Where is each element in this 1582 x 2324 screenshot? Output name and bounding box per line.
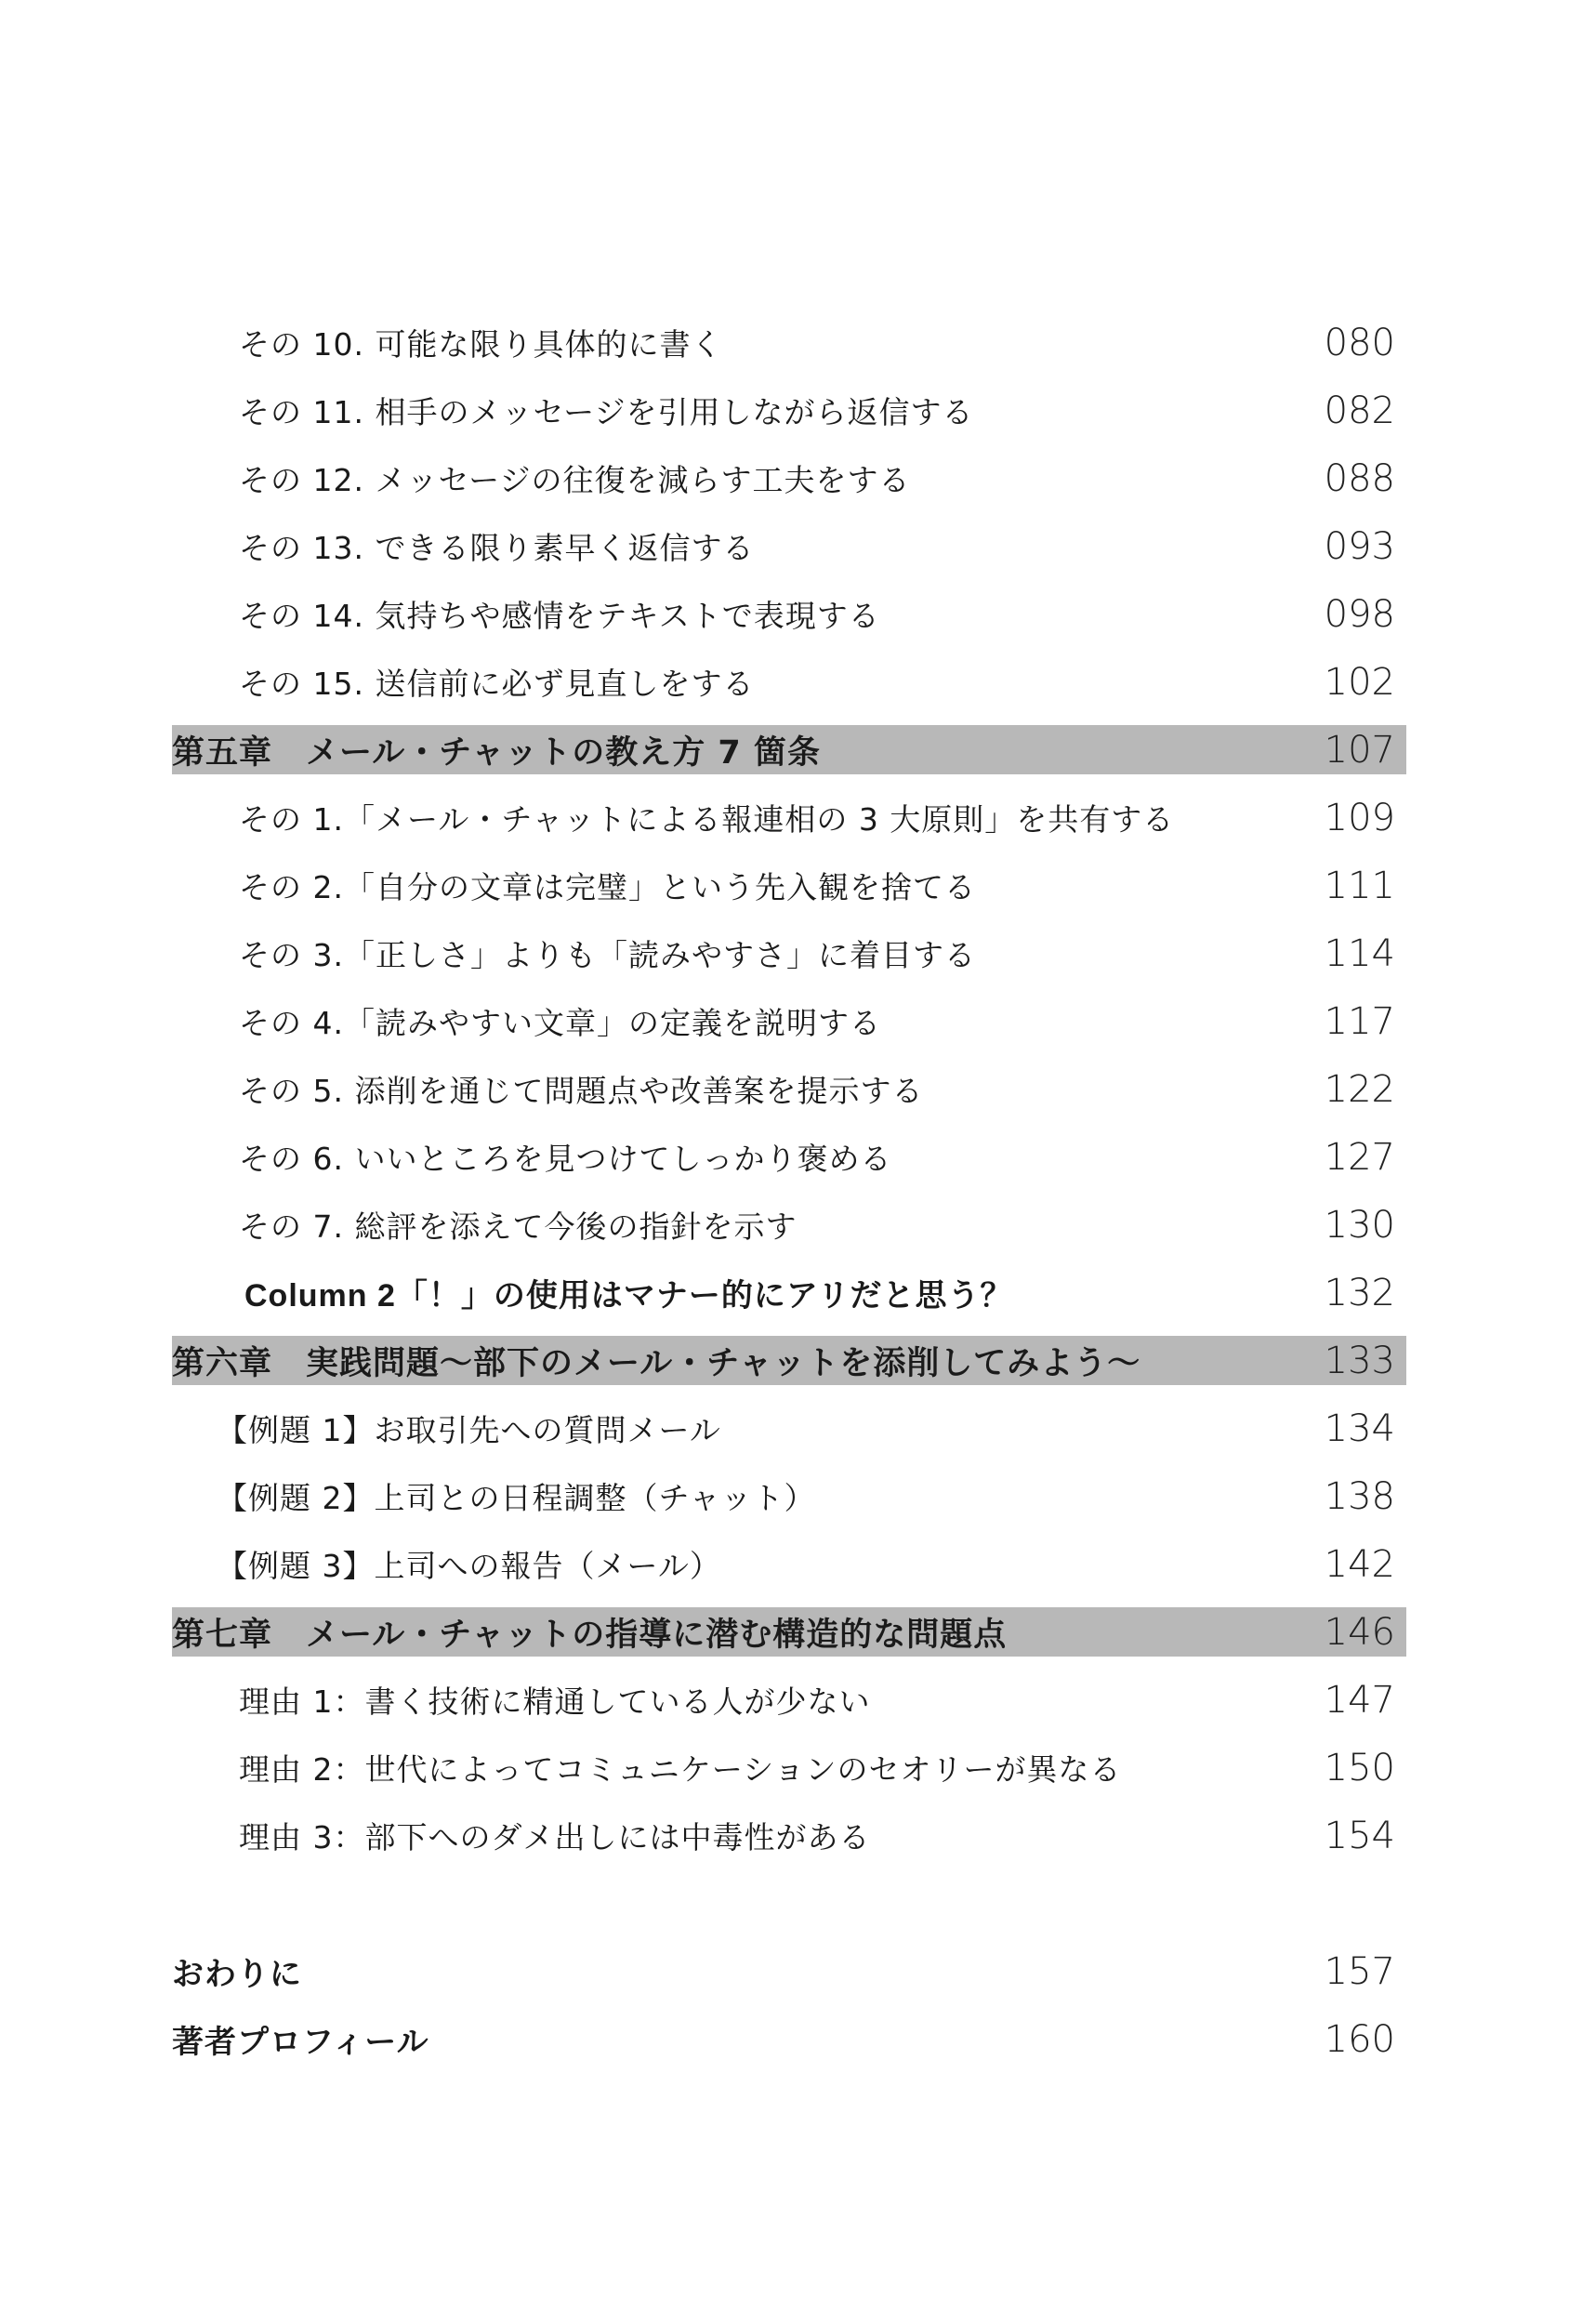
toc-profile-entry[interactable] — [172, 2005, 1406, 2073]
toc-entry-title: その 11. 相手のメッセージを引用しながら返信する — [239, 394, 974, 430]
chapter-title: 第五章 メール・チャットの教え方 7 箇条 — [172, 733, 821, 772]
toc-entry-title: 理由 2：世代によってコミュニケーションのセオリーが異なる — [239, 1751, 1122, 1788]
toc-entry[interactable] — [172, 987, 1406, 1055]
chapter-page: 107 — [1324, 728, 1395, 772]
section-spacer — [172, 1869, 1406, 1937]
toc-entry-title: その 12. メッセージの往復を減らす工夫をする — [239, 462, 911, 498]
toc-entry-page: 117 — [1324, 999, 1395, 1043]
toc-entry[interactable] — [172, 1802, 1406, 1869]
toc-entry-title: 【例題 2】上司との日程調整（チャット） — [217, 1480, 816, 1516]
toc-entry[interactable] — [172, 1666, 1406, 1734]
toc-entry-page: 150 — [1324, 1746, 1395, 1789]
toc-entry[interactable] — [172, 444, 1406, 512]
toc-entry[interactable] — [172, 1191, 1406, 1259]
toc-entry-title: その 13. できる限り素早く返信する — [239, 530, 755, 566]
chapter-page: 133 — [1324, 1339, 1395, 1382]
toc-entry-page: 142 — [1324, 1542, 1395, 1586]
toc-entry[interactable] — [172, 1462, 1406, 1530]
chapter-title: 第六章 実践問題〜部下のメール・チャットを添削してみよう〜 — [172, 1344, 1141, 1382]
toc-entry-page: 082 — [1324, 389, 1395, 432]
toc-entry[interactable] — [172, 919, 1406, 987]
table-of-contents — [172, 309, 1406, 2073]
toc-entry-title: その 2.「自分の文章は完璧」という先入観を捨てる — [239, 869, 976, 905]
toc-entry-page: 122 — [1324, 1067, 1395, 1111]
toc-entry-title: 【例題 1】お取引先への質問メール — [217, 1412, 721, 1448]
toc-entry-page: 134 — [1324, 1406, 1395, 1450]
toc-entry[interactable] — [172, 1055, 1406, 1123]
toc-entry-page: 098 — [1324, 592, 1395, 636]
toc-entry[interactable] — [172, 1530, 1406, 1598]
toc-entry[interactable] — [172, 648, 1406, 716]
toc-closing-page: 157 — [1324, 1949, 1395, 1993]
toc-entry[interactable] — [172, 784, 1406, 852]
toc-entry-page: 138 — [1324, 1474, 1395, 1518]
toc-closing-entry[interactable] — [172, 1937, 1406, 2005]
toc-entry-title: その 6. いいところを見つけてしっかり褒める — [239, 1141, 892, 1177]
chapter-page: 146 — [1324, 1610, 1395, 1654]
toc-entry-page: 093 — [1324, 524, 1395, 568]
toc-profile-title: 著者プロフィール — [172, 2024, 429, 2061]
toc-entry[interactable] — [172, 512, 1406, 580]
toc-entry-page: 088 — [1324, 456, 1395, 500]
toc-entry-title: その 3.「正しさ」よりも「読みやすさ」に着目する — [239, 937, 976, 973]
toc-entry-page: 130 — [1324, 1203, 1395, 1247]
toc-entry-page: 127 — [1324, 1135, 1395, 1179]
toc-entry[interactable] — [172, 852, 1406, 919]
toc-entry-page: 154 — [1324, 1814, 1395, 1857]
toc-entry[interactable] — [172, 376, 1406, 444]
toc-entry-title: その 4.「読みやすい文章」の定義を説明する — [239, 1005, 881, 1041]
toc-column-page: 132 — [1324, 1271, 1395, 1314]
toc-column-entry[interactable] — [172, 1259, 1406, 1327]
toc-entry-page: 080 — [1324, 321, 1395, 364]
chapter-heading-7[interactable] — [172, 1607, 1406, 1657]
toc-entry-page: 114 — [1324, 931, 1395, 975]
toc-entry-title: その 5. 添削を通じて問題点や改善案を提示する — [239, 1073, 924, 1109]
toc-entry-title: その 1.「メール・チャットによる報連相の 3 大原則」を共有する — [239, 801, 1175, 838]
chapter-title: 第七章 メール・チャットの指導に潜む構造的な問題点 — [172, 1616, 1008, 1654]
toc-entry-title: 理由 1：書く技術に精通している人が少ない — [239, 1684, 871, 1720]
toc-entry[interactable] — [172, 1734, 1406, 1802]
toc-entry-title: 【例題 3】上司への報告（メール） — [217, 1548, 721, 1584]
toc-profile-page: 160 — [1324, 2017, 1395, 2061]
toc-column-title: Column 2「！」の使用はマナー的にアリだと思う？ — [244, 1278, 1013, 1314]
toc-entry-page: 147 — [1324, 1678, 1395, 1722]
toc-entry[interactable] — [172, 309, 1406, 376]
toc-entry-title: 理由 3：部下へのダメ出しには中毒性がある — [239, 1819, 871, 1855]
toc-entry-title: その 10. 可能な限り具体的に書く — [239, 326, 723, 363]
chapter-heading-6[interactable] — [172, 1336, 1406, 1385]
toc-closing-title: おわりに — [172, 1956, 302, 1993]
toc-entry-title: その 7. 総評を添えて今後の指針を示す — [239, 1208, 798, 1245]
toc-entry[interactable] — [172, 580, 1406, 648]
toc-entry-title: その 15. 送信前に必ず見直しをする — [239, 666, 755, 702]
toc-entry-page: 109 — [1324, 796, 1395, 839]
toc-entry-title: その 14. 気持ちや感情をテキストで表現する — [239, 598, 880, 634]
toc-entry-page: 111 — [1324, 864, 1395, 907]
chapter-heading-5[interactable] — [172, 725, 1406, 774]
toc-entry[interactable] — [172, 1123, 1406, 1191]
toc-entry-page: 102 — [1324, 660, 1395, 704]
toc-entry[interactable] — [172, 1394, 1406, 1462]
